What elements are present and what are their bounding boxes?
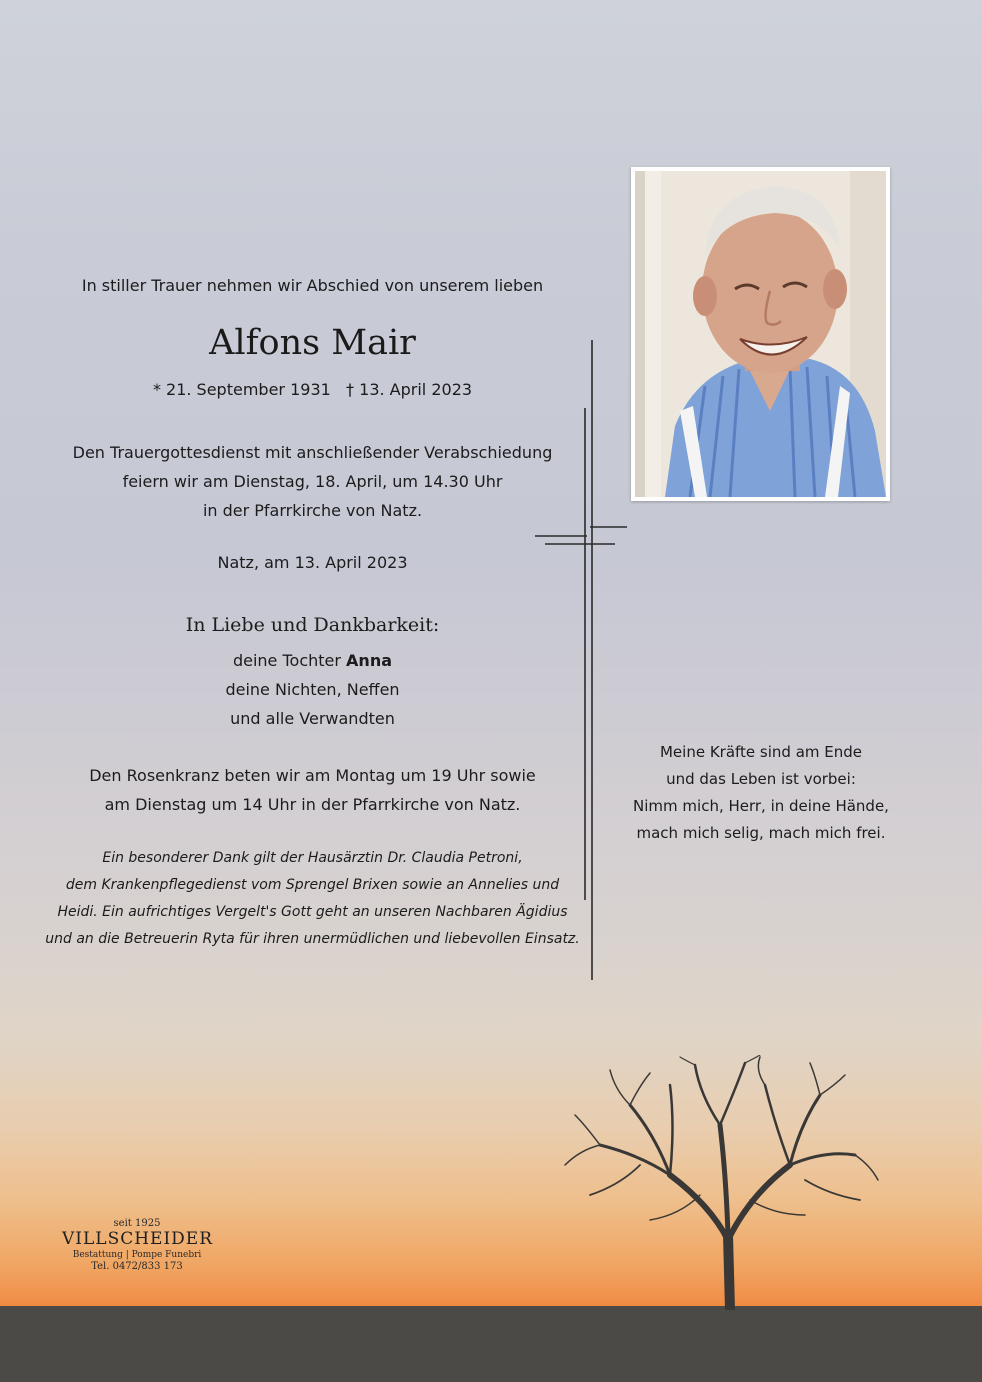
poem-line: Meine Kräfte sind am Ende (659, 743, 863, 761)
mourner-prefix: deine Tochter (232, 651, 347, 670)
place-date: Natz, am 13. April 2023 (217, 553, 408, 572)
acknowledgement-text (40, 845, 585, 953)
rosary-details (40, 761, 585, 819)
mourner-line: und alle Verwandten (230, 709, 395, 728)
logo-phone: Tel. 0472/833 173 (91, 1261, 183, 1272)
service-line: Den Trauergottesdienst mit anschließender Verabschiedung (72, 443, 553, 462)
poem (620, 739, 902, 847)
logo-since: seit 1925 (113, 1218, 161, 1229)
service-details (40, 438, 585, 525)
thanks-line: und an die Betreuerin Ryta für ihren unermüdlichen und liebevollen Einsatz. (45, 931, 580, 947)
portrait-frame (631, 167, 890, 501)
service-line: in der Pfarrkirche von Natz. (202, 501, 423, 520)
tree-icon (560, 1055, 880, 1310)
funeral-home-logo (62, 1218, 212, 1272)
poem-line: und das Leben ist vorbei: (666, 770, 856, 788)
cross-icon (535, 340, 630, 980)
deceased-name: Alfons Mair (209, 323, 416, 363)
mourners-list (40, 646, 585, 733)
thanks-line: Ein besonderer Dank gilt der Hausärztin Dr. Claudia Petroni, (102, 850, 523, 866)
life-dates: * 21. September 1931 † 13. April 2023 (152, 380, 473, 399)
mourner-line (40, 646, 585, 675)
portrait-photo (635, 171, 886, 497)
poem-line: mach mich selig, mach mich frei. (636, 824, 886, 842)
logo-name: VILLSCHEIDER (62, 1229, 214, 1249)
rosary-line: Den Rosenkranz beten wir am Montag um 19 Uhr sowie (89, 766, 536, 785)
mourners-heading: In Liebe und Dankbarkeit: (185, 614, 440, 636)
service-line: feiern wir am Dienstag, 18. April, um 14.30 Uhr (122, 472, 503, 491)
thanks-line: Heidi. Ein aufrichtiges Vergelt's Gott geht an unseren Nachbaren Ägidius (57, 904, 568, 920)
rosary-line: am Dienstag um 14 Uhr in der Pfarrkirche von Natz. (104, 795, 521, 814)
poem-line: Nimm mich, Herr, in deine Hände, (633, 797, 889, 815)
logo-subtitle: Bestattung | Pompe Funebri (72, 1250, 202, 1260)
ground-strip (0, 1306, 982, 1382)
mourner-line: deine Nichten, Neffen (225, 680, 400, 699)
daughter-name: Anna (346, 651, 393, 670)
thanks-line: dem Krankenpflegedienst vom Sprengel Brixen sowie an Annelies und (65, 877, 560, 893)
intro-text: In stiller Trauer nehmen wir Abschied von unserem lieben (81, 276, 544, 295)
